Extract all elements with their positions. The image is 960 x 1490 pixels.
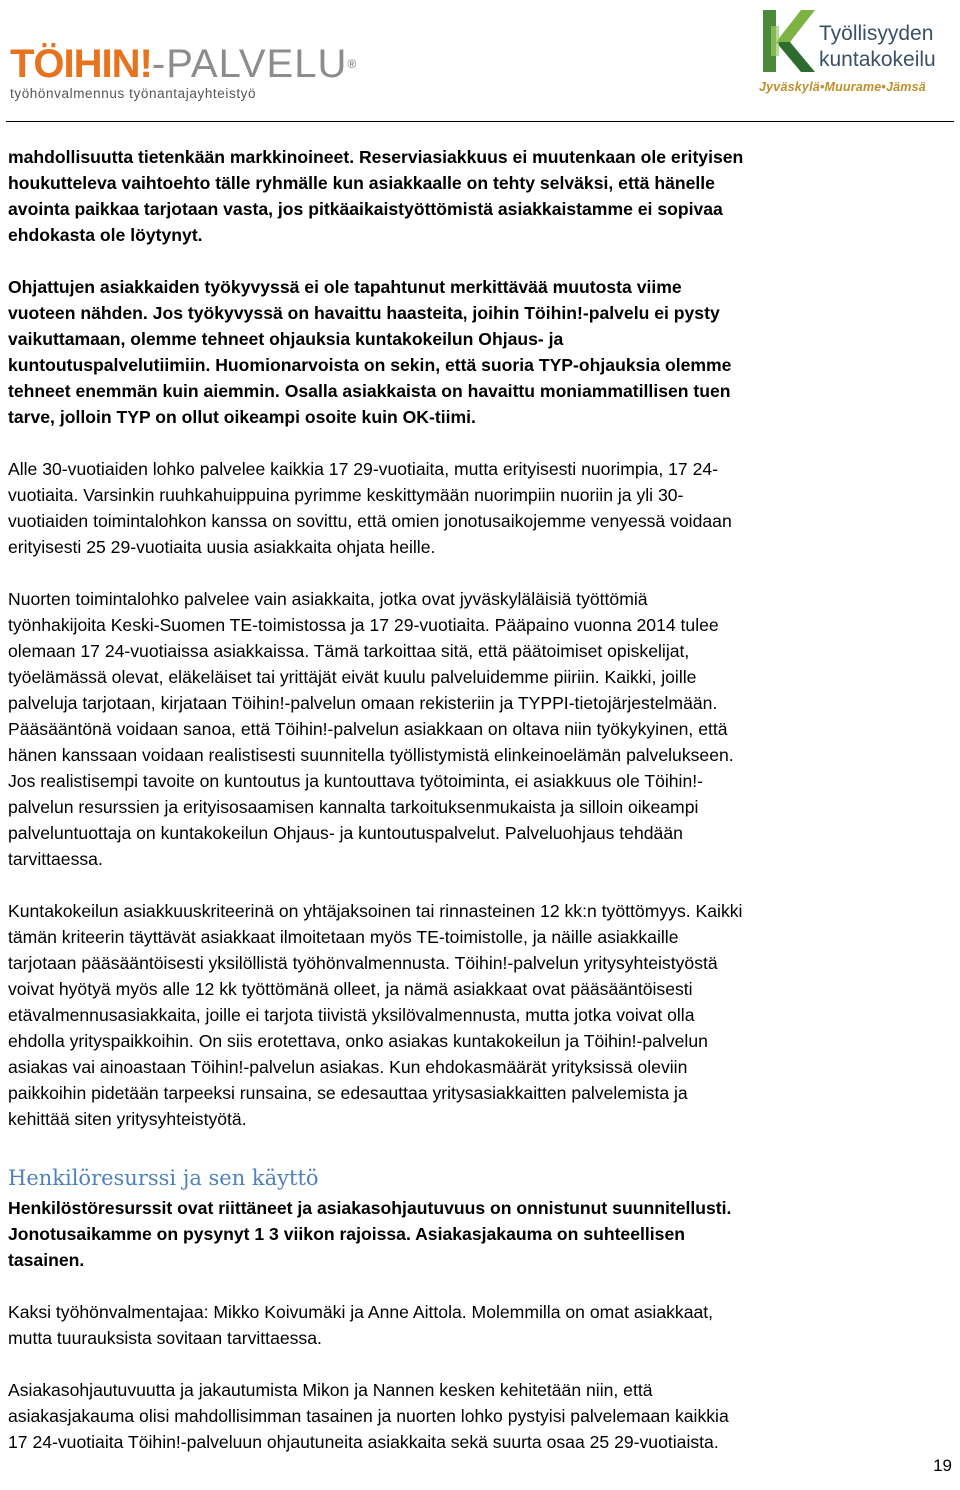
logo-brand-part1: TÖIHIN!: [10, 42, 152, 86]
text-line: asiakas vai ainoastaan Töihin!-palvelun asiakas. Kun ehdokasmäärät yrityksissä oleviin: [8, 1057, 688, 1077]
text-line: kuntoutuspalvelutiimiin. Huomionarvoista on sekin, että suoria TYP-ohjauksia olemme: [8, 355, 732, 375]
paragraph-spacer: [8, 1351, 953, 1377]
text-line: palveluntuottaja on kuntakokeilun Ohjaus- ja kuntoutuspalvelut. Palveluohjaus tehdään: [8, 823, 683, 843]
paragraph-spacer: [8, 872, 953, 898]
text-line: työnhakijoita Keski-Suomen TE-toimistossa ja 17 29-vuotiaita. Pääpaino vuonna 2014 tulee: [8, 615, 719, 635]
toihin-palvelu-logo: [10, 42, 356, 104]
paragraph-spacer: [8, 1273, 953, 1299]
logo-line-2: kuntakokeilu: [819, 48, 936, 71]
document-body: [8, 144, 953, 1455]
section-heading: Henkilöresurssi ja sen käyttö: [8, 1166, 319, 1190]
text-line: tämän kriteerin täyttävät asiakkaat ilmoitetaan myös TE-toimistolle, ja näille asiakkaille: [8, 927, 679, 947]
text-line: tarvittaessa.: [8, 849, 103, 869]
paragraph-spacer: [8, 1132, 953, 1158]
text-line: vuoteen nähden. Jos työkyvyssä on havaittu haasteita, joihin Töihin!-palvelu ei pysty: [8, 303, 720, 323]
text-line: Ohjattujen asiakkaiden työkyvyssä ei ole tapahtunut merkittävää muutosta viime: [8, 277, 682, 297]
text-line: Kaksi työhönvalmentajaa: Mikko Koivumäki ja Anne Aittola. Molemmilla on omat asiakkaat,: [8, 1302, 714, 1322]
text-line: palveluja tarjotaan, kirjataan Töihin!-palvelun omaan rekisteriin ja TYPPI-tietojärjestelmään.: [8, 693, 718, 713]
paragraph-spacer: [8, 430, 953, 456]
logo-line-1: Työllisyyden: [819, 22, 934, 45]
paragraph: [8, 274, 953, 430]
text-line: Kuntakokeilun asiakkuuskriteerinä on yhtäjaksoinen tai rinnasteinen 12 kk:n työttömyys. Kaikki: [8, 901, 743, 921]
text-line: Pääsääntönä voidaan sanoa, että Töihin!-palvelun asiakkaan on oltava niin työkykyinen, että: [8, 719, 728, 739]
text-line: ehdolla yrityspaikkoihin. On siis erotettava, onko asiakas kuntakokeilun ja Töihin!-palvelun: [8, 1031, 708, 1051]
text-line: kehittää siten yritysyhteistyötä.: [8, 1109, 247, 1129]
paragraph: [8, 1195, 953, 1273]
text-line: Jonotusaikamme on pysynyt 1 3 viikon rajoissa. Asiakasjakauma on suhteellisen: [8, 1224, 685, 1244]
text-line: mahdollisuutta tietenkään markkinoineet. Reserviasiakkuus ei muutenkaan ole erityisen: [8, 147, 744, 167]
text-line: Henkilöstöresurssit ovat riittäneet ja asiakasohjautuvuus on onnistunut suunnitellusti.: [8, 1198, 732, 1218]
text-line: Nuorten toimintalohko palvelee vain asiakkaita, jotka ovat jyväskyläläisiä työttömiä: [8, 589, 648, 609]
text-line: työelämässä olevat, eläkeläiset tai yrittäjät eivät kuulu palveluidemme piiriin. Kaikki, joille: [8, 667, 697, 687]
paragraph: [8, 586, 953, 872]
k-mark-icon: [757, 6, 817, 80]
paragraph: [8, 144, 953, 248]
page-header: [0, 0, 960, 122]
header-divider: [6, 121, 954, 122]
logo-tagline: työhönvalmennus työnantajayhteistyö: [10, 86, 257, 101]
text-line: vuotiaita. Varsinkin ruuhkahuippuina pyrimme keskittymään nuorimpiin nuoriin ja yli 30-: [8, 485, 684, 505]
paragraph-spacer: [8, 248, 953, 274]
registered-mark: ®: [347, 57, 356, 71]
text-line: vaikuttamaan, olemme tehneet ohjauksia kuntakokeilun Ohjaus- ja: [8, 329, 564, 349]
text-line: houkutteleva vaihtoehto tälle ryhmälle kun asiakkaalle on tehty selväksi, että hänelle: [8, 173, 715, 193]
text-line: tarjotaan pääsääntöisesti yksilöllistä työhönvalmennusta. Töihin!-palvelun yritysyhteistyöstä: [8, 953, 718, 973]
text-line: palvelun resurssien ja erityisosaamisen kannalta tarkoituksenmukaista ja silloin oikeampi: [8, 797, 699, 817]
text-line: Alle 30-vuotiaiden lohko palvelee kaikkia 17 29-vuotiaita, mutta erityisesti nuorimpia, 17 24-: [8, 459, 719, 479]
paragraph: [8, 1377, 953, 1455]
text-line: tarve, jolloin TYP on ollut oikeampi osoite kuin OK-tiimi.: [8, 407, 476, 427]
text-line: ehdokasta ole löytynyt.: [8, 225, 203, 245]
text-line: paikkoihin pidetään tarpeeksi runsaina, se edesauttaa yritysasiakkaitten palvelemista ja: [8, 1083, 688, 1103]
kuntakokeilu-logo: [757, 6, 957, 102]
text-line: mutta tuurauksista sovitaan tarvittaessa.: [8, 1328, 322, 1348]
page-number: 19: [933, 1456, 952, 1475]
text-line: voivat hyötyä myös alle 12 kk työttömänä olleet, ja nämä asiakkaat ovat pääsääntöisesti: [8, 979, 693, 999]
text-line: asiakasjakauma olisi mahdollisimman tasainen ja nuorten lohko pystyisi palvelemaan kaikkia: [8, 1406, 729, 1426]
text-line: Jos realistisempi tavoite on kuntoutus ja kuntouttava työtoiminta, ei asiakkuus ole Töihin!-: [8, 771, 703, 791]
text-line: olemaan 17 24-vuotiaissa asiakkaissa. Tämä tarkoittaa sitä, että päätoimiset opiskelijat,: [8, 641, 690, 661]
logo-brand-part2: -PALVELU: [151, 42, 348, 86]
paragraphs-before-heading: [8, 144, 953, 1158]
text-line: hänen kanssaan voidaan realistisesti suunnitella työllistymistä elinkeinoelämän palvelukseen.: [8, 745, 734, 765]
text-line: vuotiaiden toimintalohkon kanssa on sovittu, että omien jonotusaikojemme venyessä voidaan: [8, 511, 732, 531]
paragraph: [8, 456, 953, 560]
paragraphs-after-heading: [8, 1195, 953, 1455]
text-line: etävalmennusasiakkaita, joille ei tarjota tiivistä yksilövalmennusta, mutta jotka voivat olla: [8, 1005, 695, 1025]
paragraph: [8, 898, 953, 1132]
text-line: tehneet enemmän kuin aiemmin. Osalla asiakkaista on havaittu moniammatillisen tuen: [8, 381, 731, 401]
text-line: erityisesti 25 29-vuotiaita uusia asiakkaita ohjata heille.: [8, 537, 436, 557]
text-line: Asiakasohjautuvuutta ja jakautumista Mikon ja Nannen kesken kehitetään niin, että: [8, 1380, 653, 1400]
paragraph-spacer: [8, 560, 953, 586]
text-line: avointa paikkaa tarjotaan vasta, jos pitkäaikaistyöttömistä asiakkaistamme ei sopivaa: [8, 199, 723, 219]
text-line: tasainen.: [8, 1250, 85, 1270]
logo-line-3: Jyväskylä•Muurame•Jämsä: [759, 80, 926, 94]
text-line: 17 24-vuotiaita Töihin!-palveluun ohjautuneita asiakkaita sekä suurta osaa 25 29-vuotiaista.: [8, 1432, 719, 1452]
paragraph: [8, 1299, 953, 1351]
